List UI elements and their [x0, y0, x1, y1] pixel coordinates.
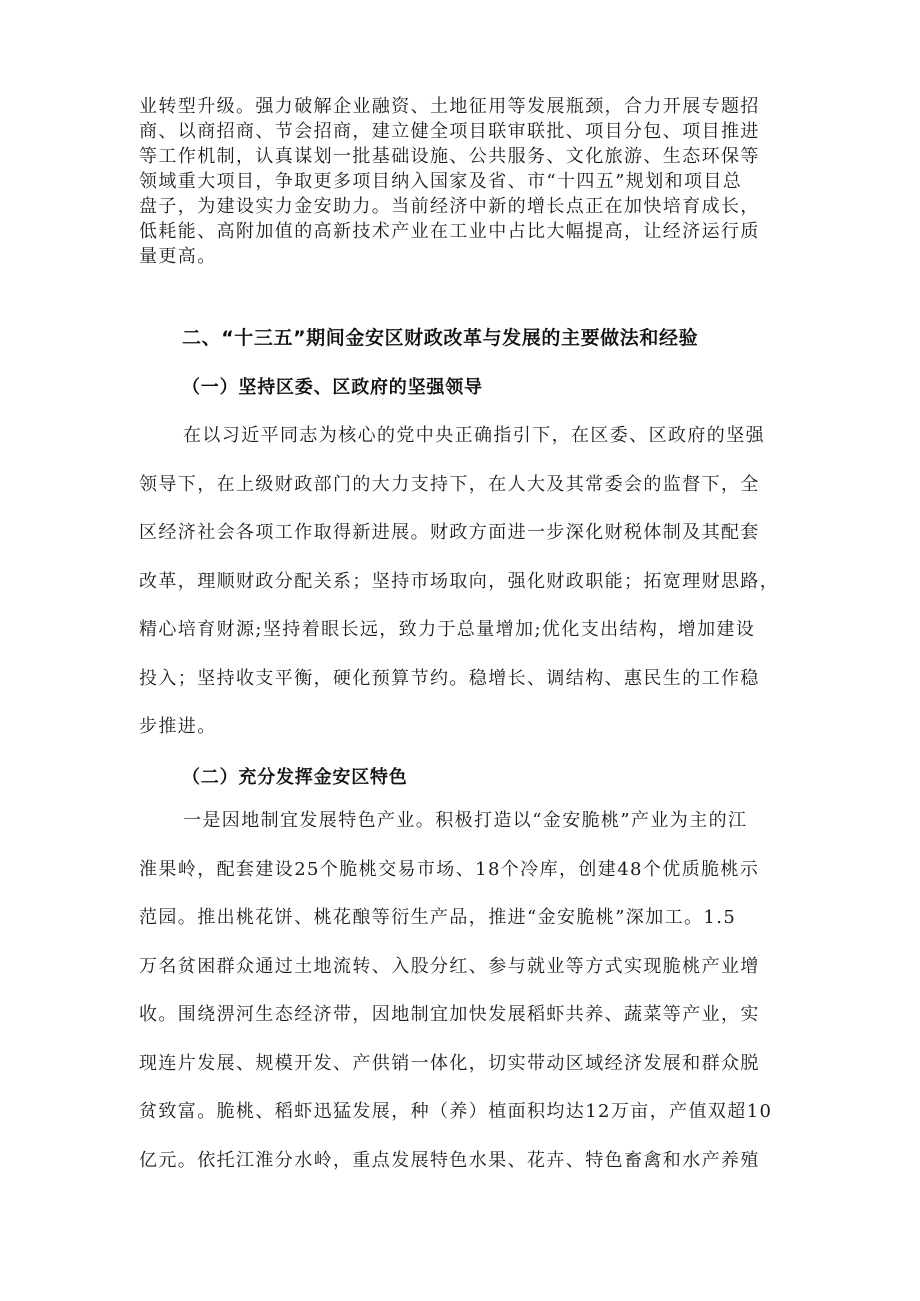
paragraph-line: 等工作机制，认真谋划一批基础设施、公共服务、文化旅游、生态环保等: [139, 146, 760, 167]
paragraph-line: 范园。推出桃花饼、桃花酿等衍生产品，推进“金安脆桃”深加工。1.5: [139, 907, 737, 928]
paragraph-line: 精心培育财源;坚持着眼长远，致力于总量增加;优化支出结构，增加建设: [139, 619, 756, 640]
paragraph-line: 改革，理顺财政分配关系；坚持市场取向，强化财政职能；拓宽理财思路，: [139, 570, 780, 592]
paragraph-line: 业转型升级。强力破解企业融资、土地征用等发展瓶颈，合力开展专题招: [139, 96, 760, 117]
paragraph-line: 量更高。: [139, 246, 217, 267]
paragraph-line: 一是因地制宜发展特色产业。积极打造以“金安脆桃”产业为主的江: [183, 810, 748, 831]
paragraph-line: 贫致富。脆桃、稻虾迅猛发展，种（养）植面积均达12万亩，产值双超10: [139, 1101, 773, 1122]
section-heading: 二、“十三五”期间金安区财政改革与发展的主要做法和经验: [182, 327, 699, 349]
paragraph-line: 领导下，在上级财政部门的大力支持下，在人大及其常委会的监督下，全: [139, 473, 760, 495]
paragraph-line: 万名贫困群众通过土地流转、入股分红、参与就业等方式实现脆桃产业增: [139, 955, 760, 977]
paragraph-line: 收。围绕淠河生态经济带，因地制宜加快发展稻虾共养、蔬菜等产业，实: [139, 1004, 760, 1025]
subsection-2-paragraph: [139, 797, 789, 1185]
paragraph-line: 亿元。依托江淮分水岭，重点发展特色水果、花卉、特色畜禽和水产养殖: [139, 1149, 760, 1171]
paragraph-line: 低耗能、高附加值的高新技术产业在工业中占比大幅提高，让经济运行质: [139, 221, 760, 242]
paragraph-line: 现连片发展、规模开发、产供销一体化，切实带动区域经济发展和群众脱: [139, 1052, 760, 1074]
paragraph-line: 步推进。: [139, 716, 217, 737]
paragraph-line: 区经济社会各项工作取得新进展。财政方面进一步深化财税体制及其配套: [139, 522, 760, 543]
paragraph-line: 领域重大项目，争取更多项目纳入国家及省、市“十四五”规划和项目总: [139, 171, 743, 192]
paragraph-line: 淮果岭，配套建设25个脆桃交易市场、18个冷库，创建48个优质脆桃示: [139, 858, 760, 880]
paragraph-line: 投入；坚持收支平衡，硬化预算节约。稳增长、调结构、惠民生的工作稳: [139, 667, 760, 689]
paragraph-line: 盘子，为建设实力金安助力。当前经济中新的增长点正在加快培育成长，: [139, 196, 760, 217]
intro-paragraph: [139, 94, 789, 269]
subsection-1-paragraph: [139, 412, 789, 752]
paragraph-line: 在以习近平同志为核心的党中央正确指引下，在区委、区政府的坚强: [183, 425, 765, 446]
subsection-heading-2: （二）充分发挥金安区特色: [182, 767, 408, 788]
paragraph-line: 商、以商招商、节会招商，建立健全项目联审联批、项目分包、项目推进: [139, 121, 760, 142]
subsection-heading-1: （一）坚持区委、区政府的坚强领导: [182, 377, 483, 398]
